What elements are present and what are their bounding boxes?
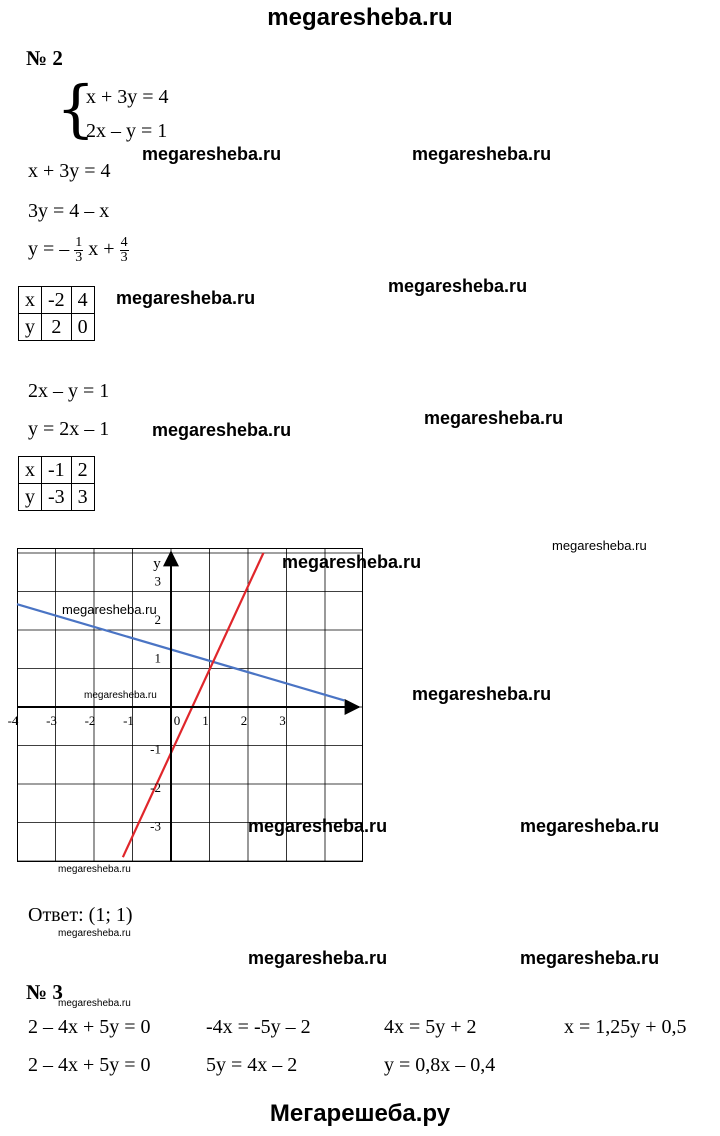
task3-row1-eq2: -4x = -5y – 2 <box>206 1016 311 1038</box>
watermark: megaresheba.ru <box>282 552 422 572</box>
values-table-1 <box>18 286 95 341</box>
watermark: megaresheba.ru <box>552 538 647 553</box>
table-cell: -3 <box>42 484 72 511</box>
watermark: megaresheba.ru <box>58 864 131 875</box>
coordinate-graph <box>7 548 363 862</box>
system-brace-icon: { <box>56 72 96 145</box>
watermark: megaresheba.ru <box>520 816 660 836</box>
watermark: megaresheba.ru <box>388 276 528 296</box>
task3-row1-eq3: 4x = 5y + 2 <box>384 1016 477 1038</box>
table-row <box>19 287 95 314</box>
y-tick-label: 1 <box>154 650 161 666</box>
table-cell: 2 <box>71 457 94 484</box>
x-tick-label: -4 <box>7 713 19 728</box>
task-3-number: № 3 <box>26 980 63 1004</box>
task3-row1-eq4: x = 1,25y + 0,5 <box>564 1016 687 1038</box>
watermark: megaresheba.ru <box>412 684 552 704</box>
table-cell: 3 <box>71 484 94 511</box>
table-cell: x <box>19 287 42 314</box>
values-table-2 <box>18 456 95 511</box>
task-2-number: № 2 <box>26 46 63 70</box>
fraction-numerator: 1 <box>75 235 83 250</box>
fraction-4-3 <box>120 236 129 265</box>
y-axis-label: y <box>153 556 161 572</box>
watermark: megaresheba.ru <box>84 690 157 701</box>
eq1-solved-middle: x + <box>88 238 115 261</box>
table-cell: y <box>19 484 42 511</box>
task3-row2-eq2: 5y = 4x – 2 <box>206 1054 298 1076</box>
eq2-step-1: 2x – y = 1 <box>28 380 110 402</box>
y-tick-label: -1 <box>150 741 161 757</box>
eq1-step-2: 3y = 4 – x <box>28 200 110 222</box>
task3-row2-eq3: y = 0,8x – 0,4 <box>384 1054 496 1076</box>
y-tick-label: 2 <box>154 612 161 627</box>
table-cell: -2 <box>42 287 72 314</box>
series-line-red <box>123 553 264 857</box>
watermark: megaresheba.ru <box>152 420 292 440</box>
x-tick-label: 2 <box>240 713 248 728</box>
watermark: megaresheba.ru <box>62 602 157 617</box>
y-tick-label: 3 <box>154 573 161 589</box>
watermark: megaresheba.ru <box>58 928 131 939</box>
answer-text: Ответ: (1; 1) <box>28 904 133 926</box>
x-tick-label: -3 <box>46 713 57 728</box>
x-tick-label: 1 <box>202 713 209 728</box>
table-cell: 4 <box>71 287 94 314</box>
site-header: megaresheba.ru <box>267 4 453 31</box>
watermark: megaresheba.ru <box>520 948 660 968</box>
table-cell: x <box>19 457 42 484</box>
y-tick-label: -3 <box>150 818 161 834</box>
table-row <box>19 457 95 484</box>
y-tick-label: -2 <box>150 780 161 795</box>
task3-row1-eq1: 2 – 4x + 5y = 0 <box>28 1016 151 1038</box>
watermark: megaresheba.ru <box>116 288 256 308</box>
watermark: megaresheba.ru <box>248 816 388 836</box>
table-cell: 0 <box>71 314 94 341</box>
watermark: megaresheba.ru <box>248 948 388 968</box>
eq2-step-2: y = 2x – 1 <box>28 418 110 440</box>
system-equation-2: 2x – y = 1 <box>86 120 168 142</box>
table-cell: 2 <box>42 314 72 341</box>
eq1-solved <box>28 236 129 265</box>
eq1-step-1: x + 3y = 4 <box>28 160 111 182</box>
fraction-denominator: 3 <box>75 250 83 265</box>
site-footer: Мегарешеба.ру <box>269 1100 451 1127</box>
fraction-1-3 <box>74 236 83 265</box>
x-tick-label: -2 <box>84 713 96 728</box>
watermark: megaresheba.ru <box>142 144 282 164</box>
series-line-blue <box>17 604 344 700</box>
grid-border <box>18 549 363 862</box>
fraction-numerator: 4 <box>120 235 128 250</box>
watermark: megaresheba.ru <box>58 998 131 1009</box>
fraction-denominator: 3 <box>120 250 128 265</box>
table-cell: y <box>19 314 42 341</box>
table-row <box>19 484 95 511</box>
watermark: megaresheba.ru <box>424 408 564 428</box>
watermark: megaresheba.ru <box>412 144 552 164</box>
system-equation-1: x + 3y = 4 <box>86 86 169 108</box>
x-tick-label: 3 <box>279 713 286 728</box>
x-tick-label: 0 <box>173 713 181 728</box>
table-cell: -1 <box>42 457 72 484</box>
eq1-solved-prefix: y = – <box>28 238 70 261</box>
x-tick-label: -1 <box>123 713 134 728</box>
task3-row2-eq1: 2 – 4x + 5y = 0 <box>28 1054 151 1076</box>
table-row <box>19 314 95 341</box>
